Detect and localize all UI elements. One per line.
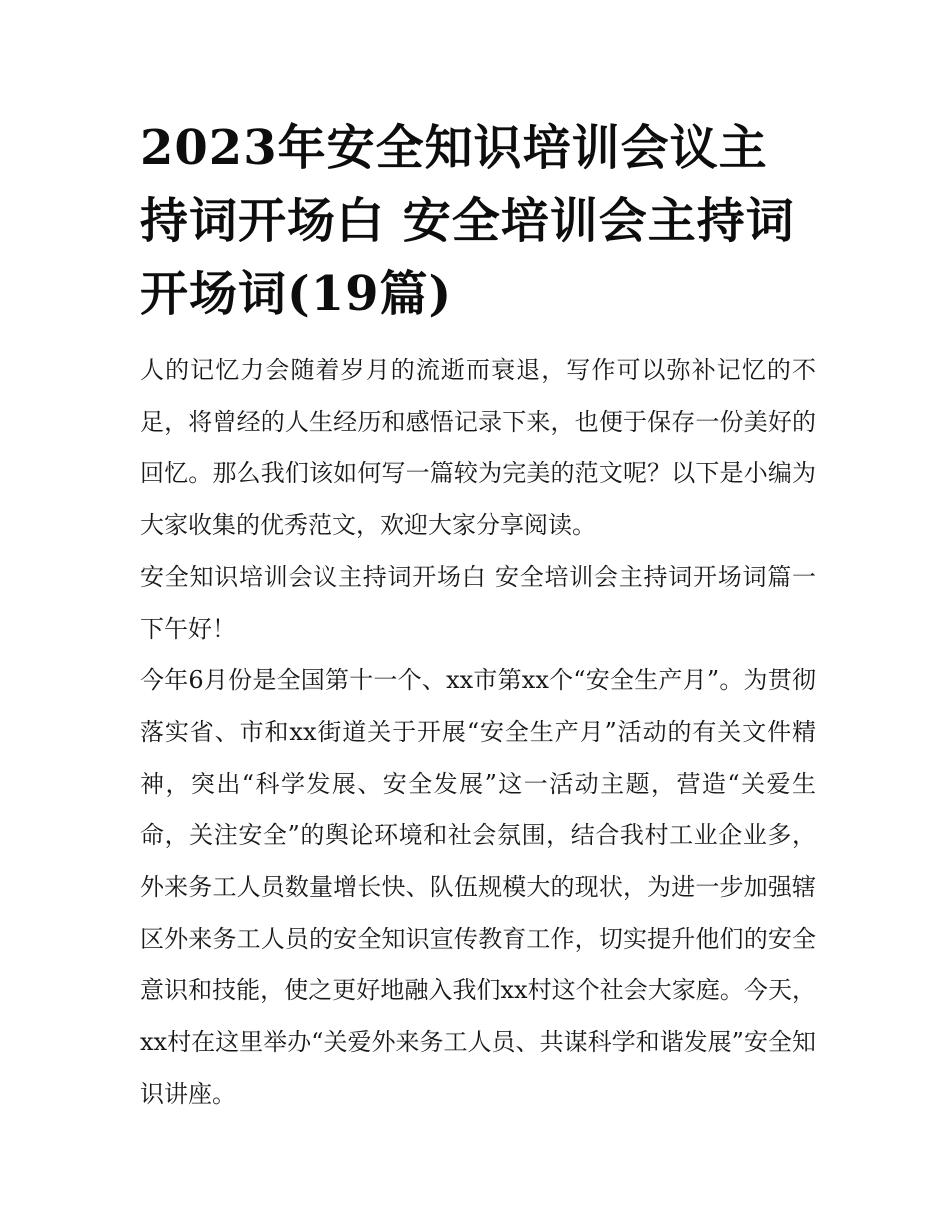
section-heading-paragraph: 安全知识培训会议主持词开场白 安全培训会主持词开场词篇一 下午好！	[140, 562, 816, 643]
body-paragraph: 今年6月份是全国第十一个、xx市第xx个“安全生产月”。为贯彻落实省、市和xx街道关于开展“安全生产月”活动的有关文件精神，突出“科学发展、安全发展”这一活动主题，营造“关爱生命，关注安全”的舆论环境和社会氛围，结合我村工业企业多，外来务工人员数量增长快、队伍规模大的现状，为进一步加强辖区外来务工人员的安全知识宣传教育工作，切实提升他们的安全意识和技能，使之更好地融入我们xx村这个社会大家庭。今天，xx村在这里举办“关爱外来务工人员、共谋科学和谐发展”安全知识讲座。	[140, 666, 816, 1108]
document-title: 2023年安全知识培训会议主持词开场白 安全培训会主持词开场词(19篇)	[140, 120, 795, 322]
document-page	[140, 112, 816, 1121]
document-body	[140, 345, 816, 1121]
intro-paragraph: 人的记忆力会随着岁月的流逝而衰退，写作可以弥补记忆的不足，将曾经的人生经历和感悟记录下来，也便于保存一份美好的回忆。那么我们该如何写一篇较为完美的范文呢？以下是小编为大家收集的优秀范文，欢迎大家分享阅读。	[140, 356, 816, 540]
